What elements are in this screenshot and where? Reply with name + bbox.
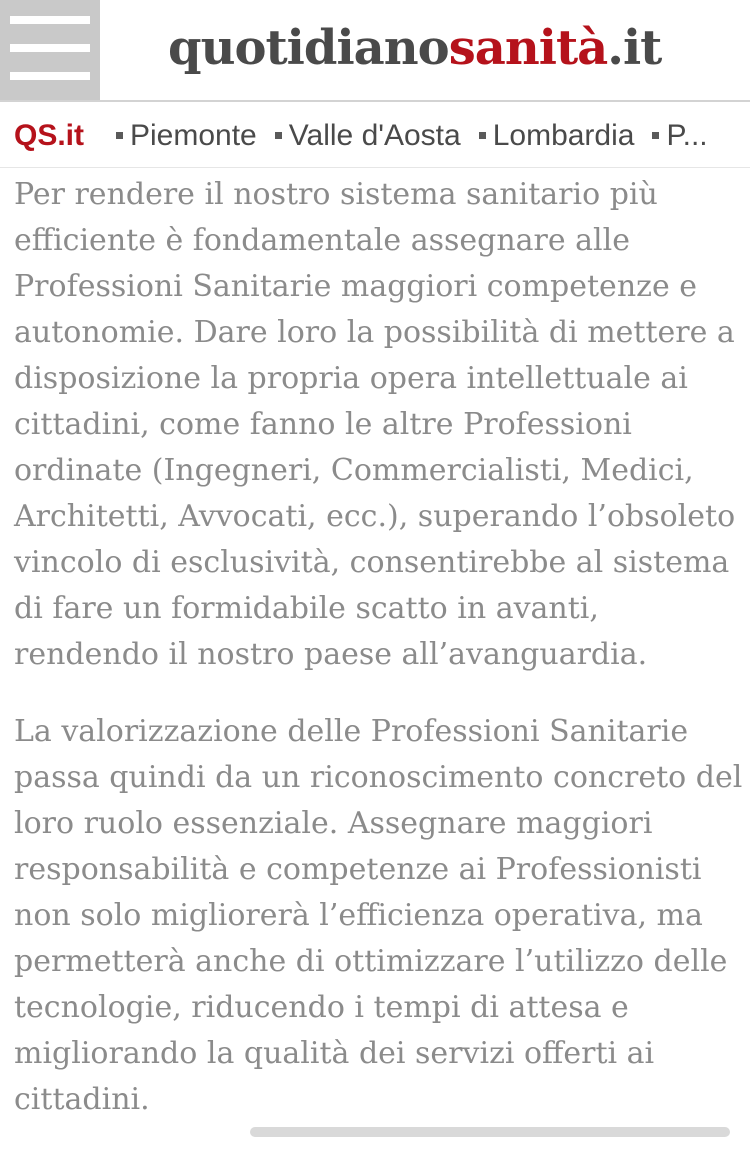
hamburger-menu-icon xyxy=(10,16,90,80)
logo-tld: .it xyxy=(607,20,662,76)
menu-button[interactable] xyxy=(0,0,100,100)
region-nav-bar xyxy=(0,104,750,168)
site-header xyxy=(0,0,750,102)
bullet-icon xyxy=(479,132,486,139)
region-link-lombardia[interactable] xyxy=(479,118,635,154)
bullet-icon xyxy=(275,132,282,139)
region-label: Valle d'Aosta xyxy=(288,119,461,152)
region-link-valle-daosta[interactable] xyxy=(275,118,461,154)
logo-sanita: sanità xyxy=(448,20,608,76)
article-body xyxy=(14,172,744,1154)
qs-home-link[interactable]: QS.it xyxy=(14,119,85,152)
logo-quotidiano: quotidiano xyxy=(168,20,449,76)
region-label: Lombardia xyxy=(492,119,635,152)
bottom-scroll-indicator xyxy=(250,1127,730,1137)
bullet-icon xyxy=(652,132,659,139)
site-logo[interactable] xyxy=(168,14,661,82)
article-paragraph: Per rendere il nostro sistema sanitario più efficiente è fondamentale assegnare alle Professioni Sanitarie maggiori competenze e autonomie. Dare loro la possibilità di mettere a disposizione la propria opera intellettuale ai cittadini, come fanno le altre Professioni ordinate (Ingegneri, Commercialisti, Medici, Architetti, Avvocati, ecc.), superando l’obsoleto vincolo di esclusività, consentirebbe al sistema di fare un formidabile scatto in avanti, rendendo il nostro paese all’avanguardia. xyxy=(14,177,736,672)
region-label: P... xyxy=(666,119,708,152)
region-link-truncated[interactable] xyxy=(652,118,707,154)
region-list xyxy=(116,118,726,154)
region-label: Piemonte xyxy=(130,119,257,152)
bullet-icon xyxy=(116,132,123,139)
region-link-piemonte[interactable] xyxy=(116,118,257,154)
article-paragraph: La valorizzazione delle Professioni Sanitarie passa quindi da un riconoscimento concreto del loro ruolo essenziale. Assegnare maggiori responsabilità e competenze ai Professionisti non solo migliorerà l’efficienza operativa, ma permetterà anche di ottimizzare l’utilizzo delle tecnologie, riducendo i tempi di attesa e migliorando la qualità dei servizi offerti ai cittadini. xyxy=(14,714,743,1117)
